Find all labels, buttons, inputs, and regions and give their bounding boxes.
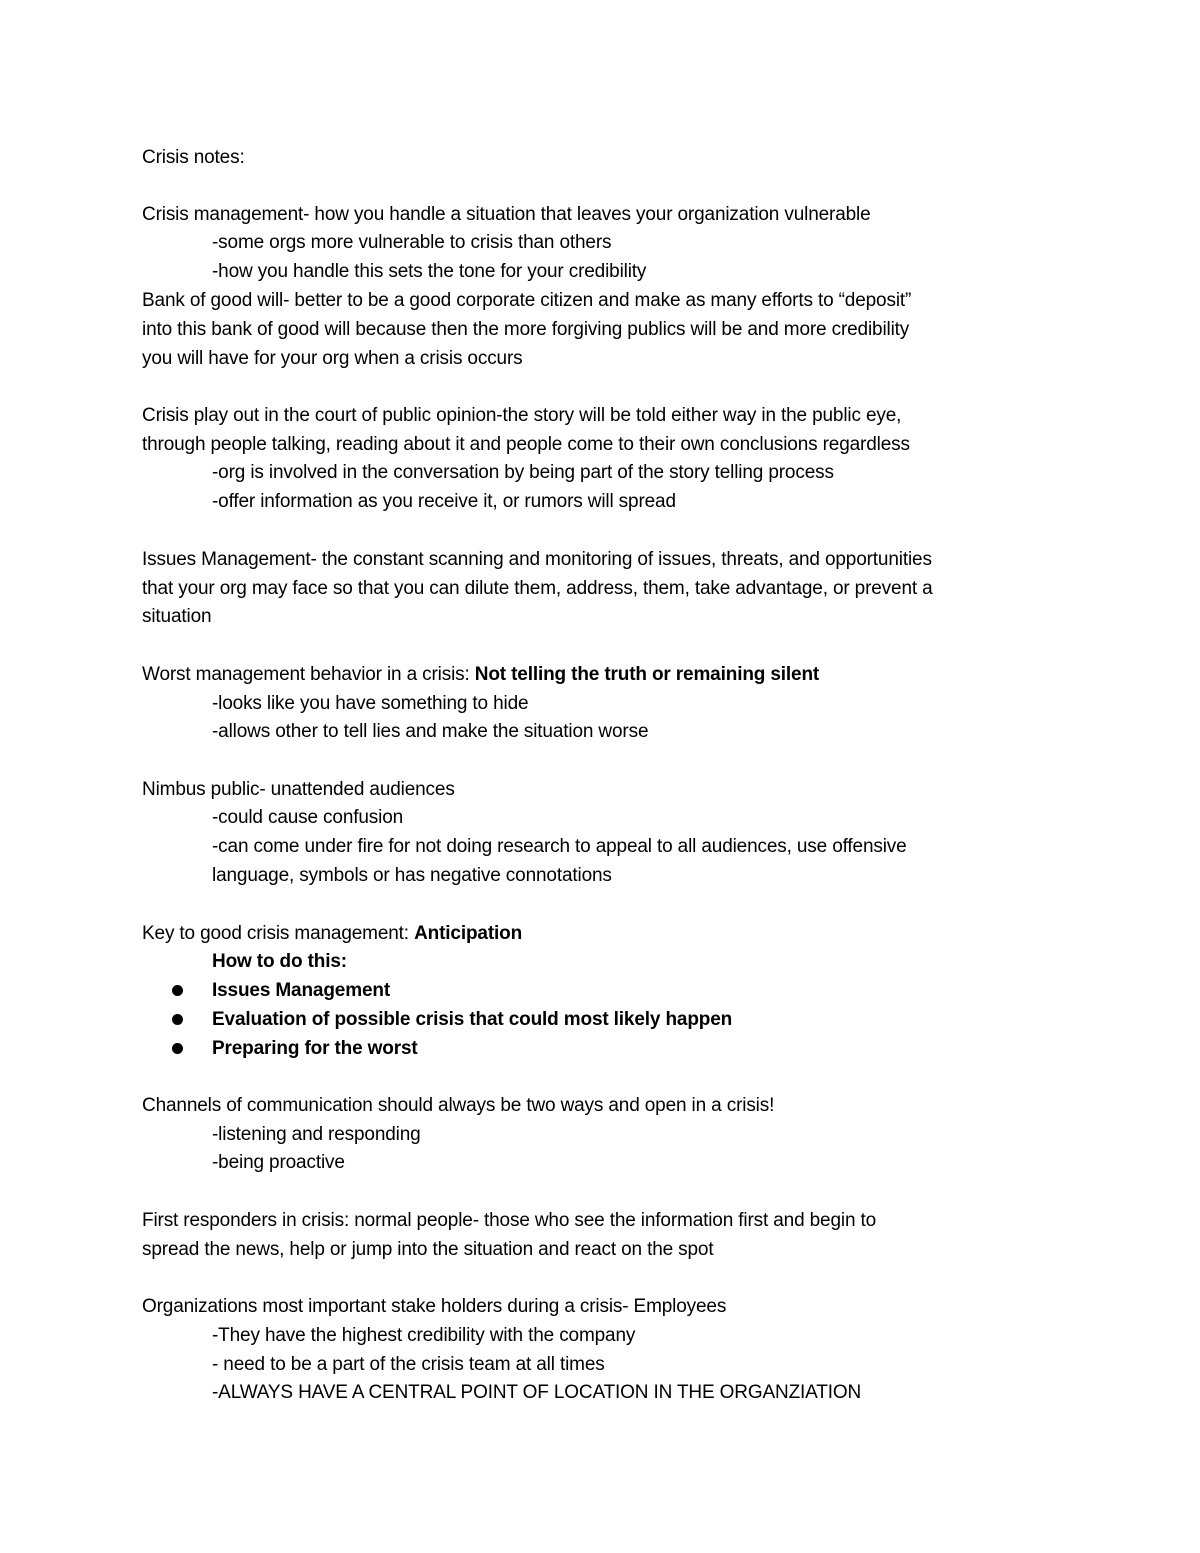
indented-note: -looks like you have something to hide	[212, 693, 529, 714]
bullet-item: Issues Management	[212, 980, 391, 1001]
paragraph-line: situation	[142, 606, 212, 627]
key-crisis-line	[142, 920, 522, 948]
key-crisis-label: Key to good crisis management:	[142, 923, 415, 944]
channels-line: Channels of communication should always be two ways and open in a crisis!	[142, 1095, 775, 1116]
paragraph-line: into this bank of good will because then the more forgiving publics will be and more credibility	[142, 319, 910, 340]
crisis-management-line: Crisis management- how you handle a situation that leaves your organization vulnerable	[142, 204, 871, 225]
paragraph-line: Crisis play out in the court of public opinion-the story will be told either way in the public eye,	[142, 405, 902, 426]
indented-note: -ALWAYS HAVE A CENTRAL POINT OF LOCATION IN THE ORGANZIATION	[212, 1382, 862, 1403]
indented-note: - need to be a part of the crisis team at all times	[212, 1354, 605, 1375]
paragraph-line: you will have for your org when a crisis occurs	[142, 348, 523, 369]
indented-note: -listening and responding	[212, 1124, 421, 1145]
indented-note: -being proactive	[212, 1152, 345, 1173]
indented-note: -allows other to tell lies and make the situation worse	[212, 721, 649, 742]
indented-note: -how you handle this sets the tone for your credibility	[212, 261, 647, 282]
indented-note: language, symbols or has negative connotations	[212, 865, 612, 886]
paragraph-line: Bank of good will- better to be a good corporate citizen and make as many efforts to “deposit”	[142, 290, 912, 311]
paragraph-line: through people talking, reading about it and people come to their own conclusions regardless	[142, 434, 910, 455]
indented-note: -offer information as you receive it, or rumors will spread	[212, 491, 676, 512]
bullet-icon	[172, 1014, 183, 1025]
document-title: Crisis notes:	[142, 147, 245, 168]
paragraph-line: that your org may face so that you can dilute them, address, them, take advantage, or prevent a	[142, 578, 933, 599]
indented-note: -They have the highest credibility with the company	[212, 1325, 636, 1346]
how-to-heading: How to do this:	[212, 951, 347, 972]
bullet-item: Preparing for the worst	[212, 1038, 418, 1059]
worst-behavior-line	[142, 661, 819, 689]
bullet-icon	[172, 1043, 183, 1054]
worst-behavior-answer: Not telling the truth or remaining silent	[474, 664, 820, 685]
paragraph-line: spread the news, help or jump into the situation and react on the spot	[142, 1239, 714, 1260]
bullet-icon	[172, 985, 183, 996]
nimbus-public-line: Nimbus public- unattended audiences	[142, 779, 455, 800]
bullet-item: Evaluation of possible crisis that could most likely happen	[212, 1009, 733, 1030]
indented-note: -some orgs more vulnerable to crisis than others	[212, 232, 612, 253]
key-crisis-answer: Anticipation	[414, 923, 523, 944]
paragraph-line: Issues Management- the constant scanning and monitoring of issues, threats, and opportunities	[142, 549, 932, 570]
worst-behavior-label: Worst management behavior in a crisis:	[142, 664, 475, 685]
indented-note: -can come under fire for not doing research to appeal to all audiences, use offensive	[212, 836, 907, 857]
stakeholders-line: Organizations most important stake holders during a crisis- Employees	[142, 1296, 727, 1317]
paragraph-line: First responders in crisis: normal people- those who see the information first and begin to	[142, 1210, 877, 1231]
indented-note: -org is involved in the conversation by being part of the story telling process	[212, 462, 834, 483]
indented-note: -could cause confusion	[212, 807, 404, 828]
